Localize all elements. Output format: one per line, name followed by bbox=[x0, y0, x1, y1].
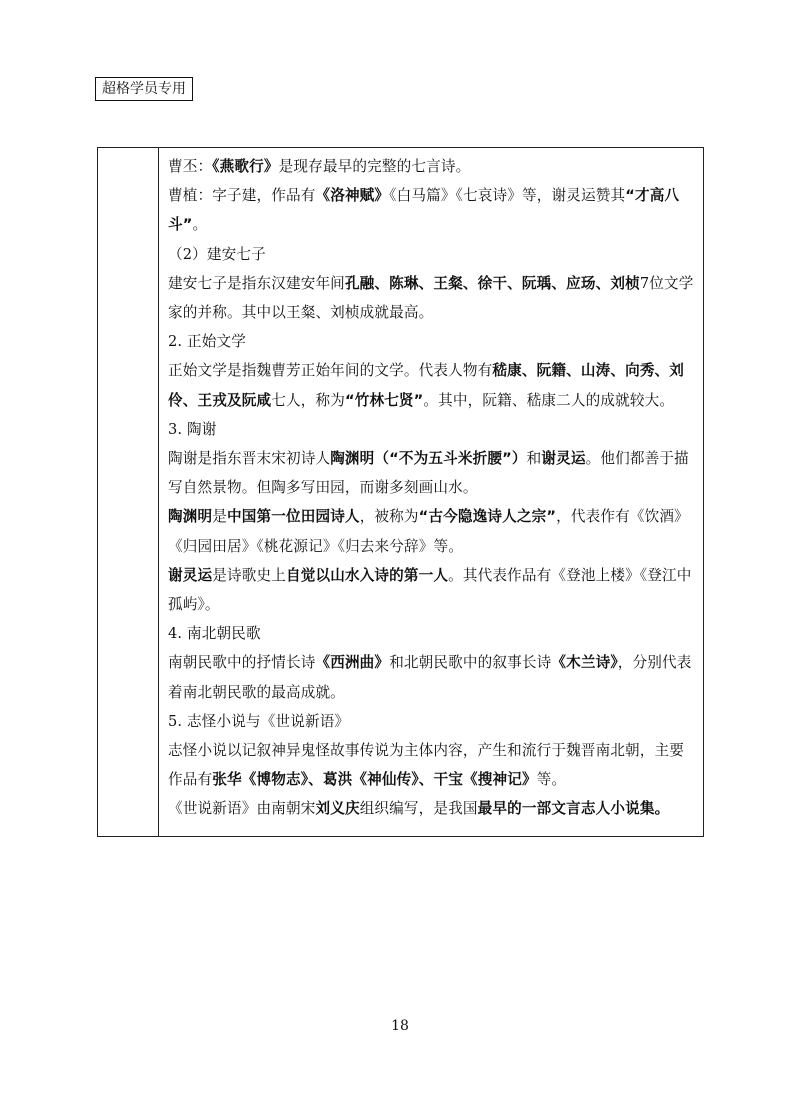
bold-term: 孔融、陈琳、王粲、徐干、阮瑀、应玚、刘桢 bbox=[344, 274, 640, 292]
table-content-cell bbox=[168, 152, 695, 824]
paragraph bbox=[168, 356, 695, 414]
exclusive-tag: 超格学员专用 bbox=[95, 77, 193, 101]
bold-term: 中国第一位田园诗人 bbox=[226, 508, 360, 526]
text-segment: 。 bbox=[192, 216, 208, 234]
text-segment: 和北朝民歌中的叙事长诗 bbox=[389, 654, 552, 672]
bold-term: 《西洲曲》 bbox=[315, 654, 390, 672]
table-left-column bbox=[98, 148, 159, 836]
section-heading bbox=[168, 327, 695, 356]
section-heading bbox=[168, 415, 695, 444]
bold-term: 《洛神赋》 bbox=[315, 187, 390, 205]
paragraph bbox=[168, 152, 695, 181]
bold-term: 陶渊明（“不为五斗米折腰”） bbox=[330, 450, 527, 468]
section-heading bbox=[168, 240, 695, 269]
paragraph bbox=[168, 561, 695, 619]
text-segment: 是诗歌史上 bbox=[212, 566, 286, 584]
text-segment: 是现存最早的完整的七言诗。 bbox=[278, 158, 471, 175]
bold-term: “竹林七贤” bbox=[344, 391, 424, 409]
bold-term: 嵇康、阮籍、山涛、向秀、刘伶、王戎及阮咸 bbox=[168, 362, 685, 409]
text-segment: 。其代表作品有《登池上楼》《登江中孤屿》。 bbox=[168, 566, 692, 614]
text-segment: 七人，称为 bbox=[271, 391, 345, 409]
bold-term: 张华《博物志》、葛洪《神仙传》、干宝《搜神记》 bbox=[212, 771, 537, 789]
text-segment: 是 bbox=[212, 508, 227, 526]
content-table bbox=[97, 147, 704, 837]
text-segment: 等。 bbox=[536, 771, 567, 789]
text-segment: 南朝民歌中的抒情长诗 bbox=[168, 654, 316, 672]
text-segment: 《白马篇》《七哀诗》等，谢灵运赞其 bbox=[389, 187, 626, 205]
text-segment: 曹丕： bbox=[168, 158, 213, 175]
text-segment: 陶谢是指东晋末宋初诗人 bbox=[168, 450, 331, 468]
text-segment: 2. 正始文学 bbox=[168, 333, 246, 351]
paragraph bbox=[168, 648, 695, 706]
text-segment: 和 bbox=[526, 450, 542, 468]
text-segment: 7位文学家的并称。其中以王粲、刘桢成就最高。 bbox=[168, 274, 694, 322]
text-segment: 组织编写，是我国 bbox=[359, 800, 478, 818]
bold-term: 陶渊明 bbox=[168, 508, 213, 526]
paragraph bbox=[168, 794, 695, 823]
bold-term: “古今隐逸诗人之宗” bbox=[418, 508, 557, 526]
section-heading bbox=[168, 619, 695, 648]
text-segment: ，被称为 bbox=[359, 508, 419, 526]
text-segment: 3. 陶谢 bbox=[168, 420, 217, 438]
paragraph bbox=[168, 444, 695, 502]
section-heading bbox=[168, 707, 695, 736]
bold-term: 谢灵运 bbox=[541, 450, 586, 468]
paragraph bbox=[168, 269, 695, 327]
text-segment: 。他们都善于描写自然景物。但陶多写田园，而谢多刻画山水。 bbox=[168, 450, 689, 497]
page-number: 18 bbox=[391, 1018, 409, 1034]
bold-term: 《木兰诗》 bbox=[551, 654, 618, 672]
text-segment: 4. 南北朝民歌 bbox=[168, 625, 261, 643]
text-segment: 曹植：字子建，作品有 bbox=[168, 187, 316, 205]
bold-term: 《燕歌行》 bbox=[212, 158, 279, 175]
paragraph bbox=[168, 736, 695, 794]
text-segment: ，分别代表着南北朝民歌的最高成就。 bbox=[168, 654, 692, 701]
text-segment: ，代表作有《饮酒》《归园田居》《桃花源记》《归去来兮辞》等。 bbox=[168, 508, 689, 555]
text-segment: 。其中，阮籍、嵇康二人的成就较大。 bbox=[423, 391, 675, 409]
text-segment: 建安七子是指东汉建安年间 bbox=[168, 274, 345, 292]
paragraph bbox=[168, 502, 695, 560]
bold-term: “才高八斗” bbox=[168, 187, 680, 234]
text-segment: 志怪小说以记叙神异鬼怪故事传说为主体内容，产生和流行于魏晋南北朝，主要作品有 bbox=[168, 742, 685, 789]
paragraph bbox=[168, 181, 695, 239]
text-segment: 正始文学是指魏曹芳正始年间的文学。代表人物有 bbox=[168, 362, 493, 380]
text-segment: 《世说新语》由南朝宋 bbox=[168, 800, 316, 818]
text-segment: 5. 志怪小说与《世说新语》 bbox=[168, 712, 350, 730]
text-segment: （2）建安七子 bbox=[168, 245, 266, 263]
bold-term: 刘义庆 bbox=[315, 800, 360, 818]
bold-term: 最早的一部文言志人小说集。 bbox=[477, 800, 670, 818]
bold-term: 自觉以山水入诗的第一人 bbox=[285, 566, 449, 584]
bold-term: 谢灵运 bbox=[168, 566, 213, 584]
